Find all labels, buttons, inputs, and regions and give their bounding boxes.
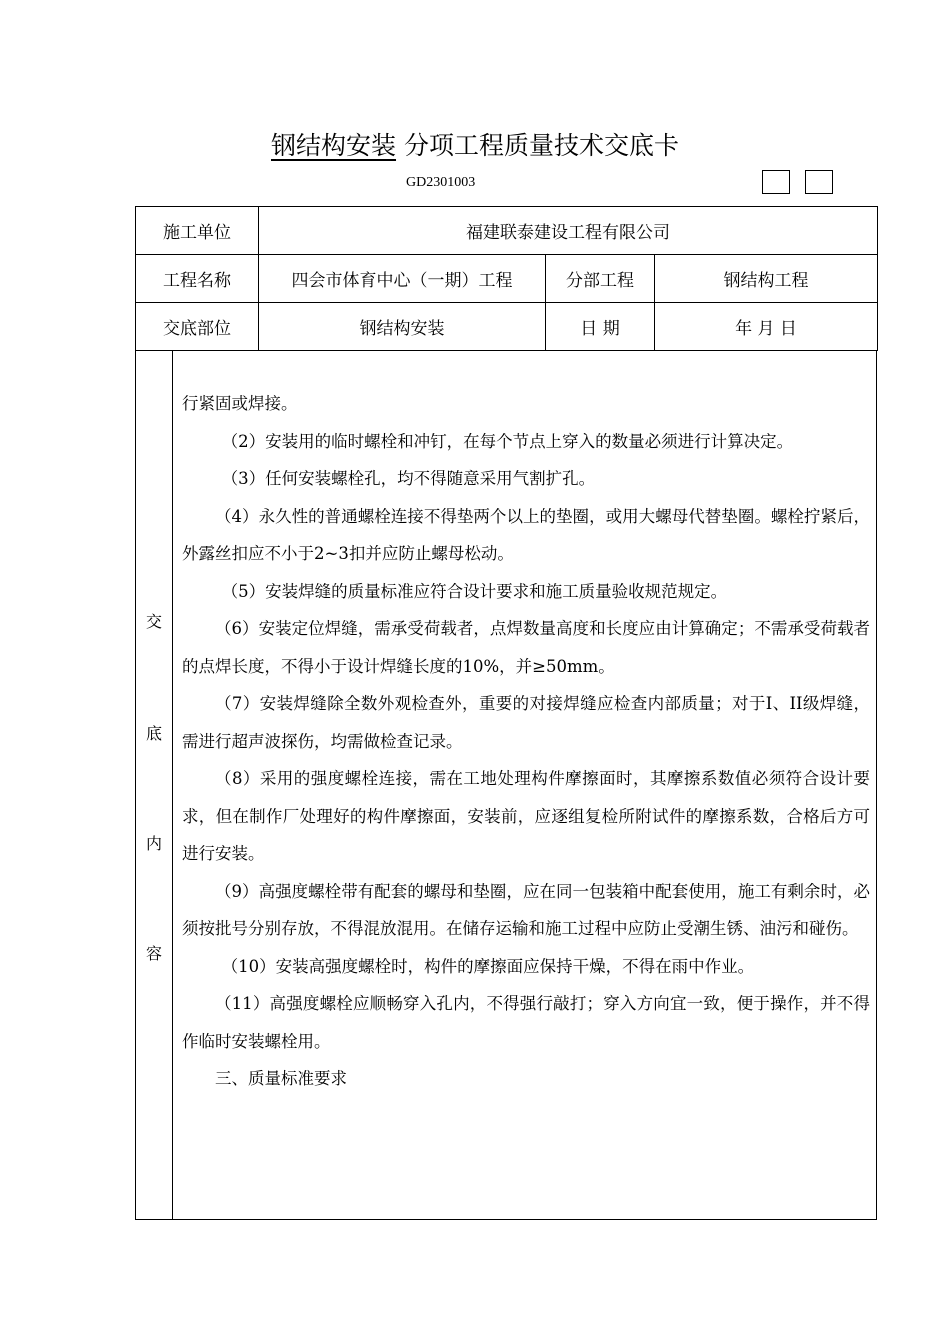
paragraph: （2）安装用的临时螺栓和冲钉，在每个节点上穿入的数量必须进行计算决定。 (221, 431, 794, 451)
document-code: GD2301003 (406, 175, 476, 190)
paragraph: （5）安装焊缝的质量标准应符合设计要求和施工质量验收规范规定。 (221, 581, 728, 601)
checkbox-2 (805, 170, 833, 194)
content-box (135, 351, 877, 1220)
title-rest: 分项工程质量技术交底卡 (403, 131, 679, 160)
side-label (136, 351, 173, 1219)
paragraph: （4）永久性的普通螺栓连接不得垫两个以上的垫圈，或用大螺母代替垫圈。螺栓拧紧后，外露丝扣应不小于2~3扣并应防止螺母松动。 (182, 506, 870, 563)
sub-value: 钢结构工程 (655, 255, 878, 303)
side-char: 内 (145, 834, 162, 853)
section-heading: 三、质量标准要求 (215, 1069, 347, 1088)
paragraph: （3）任何安装螺栓孔，均不得随意采用气割扩孔。 (221, 469, 596, 488)
title-underlined: 钢结构安装 (271, 131, 397, 160)
content-text (182, 385, 870, 1098)
project-value: 四会市体育中心（一期）工程 (259, 255, 546, 303)
info-table (135, 206, 878, 351)
unit-label: 施工单位 (136, 207, 259, 255)
side-char: 交 (145, 612, 162, 631)
part-value: 钢结构安装 (259, 303, 546, 351)
project-label: 工程名称 (136, 255, 259, 303)
paragraph: 行紧固或焊接。 (182, 394, 298, 413)
paragraph: （8）采用的强度螺栓连接，需在工地处理构件摩擦面时，其摩擦系数值必须符合设计要求，但在制作厂处理好的构件摩擦面，安装前，应逐组复检所附试件的摩擦系数，合格后方可进行安装。 (182, 769, 870, 863)
part-label: 交底部位 (136, 303, 259, 351)
sub-label: 分部工程 (546, 255, 655, 303)
document-title (0, 128, 950, 164)
paragraph: （10）安装高强度螺栓时，构件的摩擦面应保持干燥，不得在雨中作业。 (221, 956, 755, 976)
table-row (136, 207, 878, 255)
paragraph: （11）高强度螺栓应顺畅穿入孔内，不得强行敲打；穿入方向宜一致，便于操作，并不得作临时安装螺栓用。 (182, 994, 870, 1051)
date-value: 年 月 日 (655, 303, 878, 351)
side-char: 容 (145, 944, 162, 963)
unit-value: 福建联泰建设工程有限公司 (259, 207, 878, 255)
paragraph: （9）高强度螺栓带有配套的螺母和垫圈，应在同一包装箱中配套使用，施工有剩余时，必须按批号分别存放，不得混放混用。在储存运输和施工过程中应防止受潮生锈、油污和碰伤。 (182, 881, 870, 938)
date-label: 日 期 (546, 303, 655, 351)
table-row (136, 255, 878, 303)
paragraph: （6）安装定位焊缝，需承受荷载者，点焊数量高度和长度应由计算确定；不需承受荷载者的点焊长度，不得小于设计焊缝长度的10%，并≥50mm。 (182, 619, 870, 676)
checkbox-1 (762, 170, 790, 194)
side-char: 底 (145, 724, 162, 743)
paragraph: （7）安装焊缝除全数外观检查外，重要的对接焊缝应检查内部质量；对于I、II级焊缝，需进行超声波探伤，均需做检查记录。 (182, 694, 870, 751)
table-row (136, 303, 878, 351)
